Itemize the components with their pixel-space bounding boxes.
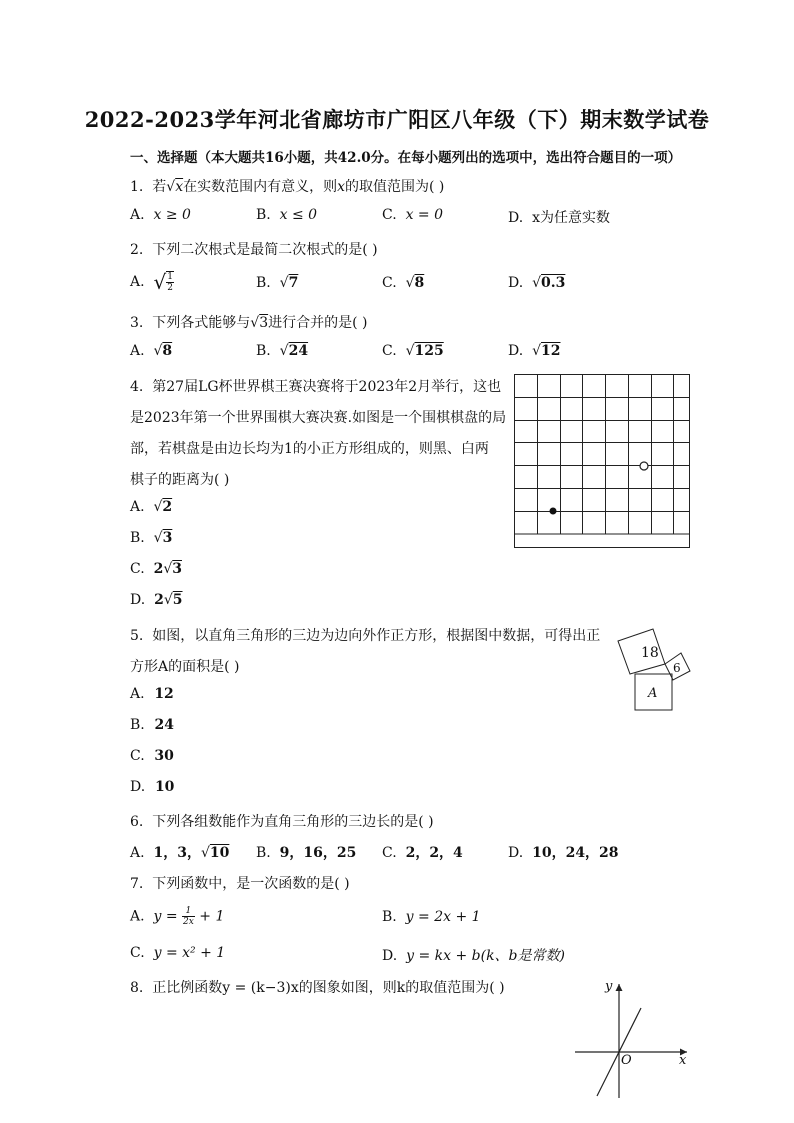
option-label: D. xyxy=(382,948,398,964)
q3-text-tail: 进行合并的是( ) xyxy=(268,315,368,331)
option-4c[interactable]: C. 2√3 xyxy=(130,561,182,577)
option-text: 10，24，28 xyxy=(532,845,619,861)
option-label: D. xyxy=(508,343,524,359)
option-label: C. xyxy=(130,945,145,961)
option-1b[interactable] xyxy=(256,207,317,223)
option-3b[interactable]: B. √24 xyxy=(256,343,309,359)
option-text-tail: + 1 xyxy=(194,908,225,925)
question-text: 下列函数中，是一次函数的是( ) xyxy=(152,876,350,892)
option-label: B. xyxy=(130,530,145,546)
question-5-line-2: 方形A的面积是( ) xyxy=(130,659,240,675)
question-text: 第27届LG杯世界棋王赛决赛将于2023年2月举行，这也 xyxy=(152,379,502,395)
option-5d[interactable] xyxy=(130,779,174,795)
option-2d[interactable]: D. √0.3 xyxy=(508,275,566,291)
option-radicand: 10 xyxy=(209,845,230,861)
question-text: 如图，以直角三角形的三边为边向外作正方形，根据图中数据，可得出正 xyxy=(152,628,601,644)
option-label: B. xyxy=(256,207,271,223)
question-number: 1. xyxy=(130,179,144,195)
question-8 xyxy=(130,977,505,997)
question-2 xyxy=(130,239,378,259)
option-6d[interactable] xyxy=(508,842,619,862)
option-label: B. xyxy=(382,909,397,925)
go-board-figure xyxy=(514,374,690,548)
question-4-line-2: 是2023年第一个世界围棋大赛决赛.如图是一个围棋棋盘的局 xyxy=(130,410,507,426)
option-text: 3 xyxy=(162,530,173,546)
option-label: A. xyxy=(130,686,145,702)
fraction-denominator: 2x xyxy=(183,917,194,927)
option-3c[interactable]: C. √125 xyxy=(382,343,444,359)
option-coef: 2 xyxy=(153,561,164,577)
question-5-line-1 xyxy=(130,625,600,645)
option-text: y = kx + b(k、b是常数) xyxy=(406,948,565,964)
option-text: 1，3， xyxy=(153,845,201,861)
option-text: 24 xyxy=(288,343,309,359)
option-text: 10 xyxy=(154,779,175,795)
option-7d[interactable] xyxy=(382,945,565,965)
question-3: 3. 下列各式能够与√3进行合并的是( ) xyxy=(130,315,368,331)
option-text: x ≤ 0 xyxy=(279,207,318,223)
option-2c[interactable]: C. √8 xyxy=(382,275,425,291)
option-1c[interactable] xyxy=(382,207,443,223)
question-1 xyxy=(130,176,444,196)
question-number: 7. xyxy=(130,876,144,892)
option-label: A. xyxy=(130,207,145,223)
option-text: 24 xyxy=(154,717,174,733)
option-text: 9，16，25 xyxy=(279,845,357,861)
option-text: 0.3 xyxy=(541,275,566,291)
origin-label: O xyxy=(621,1053,632,1068)
option-label: A. xyxy=(130,343,145,359)
question-4-line-1 xyxy=(130,376,501,396)
question-number: 2. xyxy=(130,242,144,258)
fraction-numerator: 1 xyxy=(182,906,195,917)
option-text: x ≥ 0 xyxy=(153,207,191,223)
option-4d[interactable]: D. 2√5 xyxy=(130,592,183,608)
option-text: 7 xyxy=(288,275,299,291)
option-label: C. xyxy=(382,207,397,223)
option-text: 8 xyxy=(414,275,425,291)
option-label: A. xyxy=(130,499,145,515)
question-text: 下列各组数能作为直角三角形的三边长的是( ) xyxy=(152,814,434,830)
option-text: x = 0 xyxy=(405,207,444,223)
option-5a[interactable] xyxy=(130,686,174,702)
option-7b[interactable] xyxy=(382,909,481,925)
option-1d[interactable] xyxy=(508,207,610,227)
white-stone xyxy=(640,462,648,470)
question-number: 8. xyxy=(130,980,144,996)
option-6b[interactable] xyxy=(256,842,356,862)
option-label: B. xyxy=(256,845,271,861)
option-7c[interactable] xyxy=(130,945,225,961)
q3-text-pre: 下列各式能够与 xyxy=(152,315,251,331)
option-3d[interactable]: D. √12 xyxy=(508,343,561,359)
fraction: $\frac{1}{2}$ xyxy=(167,272,173,293)
board-border xyxy=(515,375,690,548)
option-6a[interactable]: A. 1，3，√10 xyxy=(130,845,230,861)
question-text: 下列二次根式是最简二次根式的是( ) xyxy=(152,242,378,258)
option-text: 3 xyxy=(172,561,182,577)
q1-var: x xyxy=(337,179,345,195)
option-2b[interactable]: B. √7 xyxy=(256,275,299,291)
option-label: D. xyxy=(130,592,146,608)
option-label: A. xyxy=(130,908,145,925)
option-label: A. xyxy=(130,845,145,861)
q1-radicand: x xyxy=(175,179,184,195)
option-label: C. xyxy=(382,845,397,861)
sqrt-symbol: √ xyxy=(166,179,176,195)
option-1a[interactable] xyxy=(130,207,191,223)
label-6: 6 xyxy=(673,661,681,675)
option-label: C. xyxy=(382,343,397,359)
sqrt-symbol: √ xyxy=(153,270,167,294)
question-number: 5. xyxy=(130,628,144,644)
option-label: C. xyxy=(382,275,397,291)
question-number: 6. xyxy=(130,814,144,830)
option-text: 2 xyxy=(162,499,173,515)
option-text: y = 2x + 1 xyxy=(405,909,481,925)
squares-figure xyxy=(615,626,695,712)
option-text: x为任意实数 xyxy=(532,210,610,226)
option-text: 5 xyxy=(172,592,183,608)
option-5b[interactable] xyxy=(130,717,174,733)
option-label: C. xyxy=(130,748,145,764)
option-4a[interactable]: A. √2 xyxy=(130,499,173,515)
q1-text-tail: 的取值范围为( ) xyxy=(345,179,445,195)
option-label: A. xyxy=(130,274,145,290)
option-text: 125 xyxy=(414,343,444,359)
question-4-line-4: 棋子的距离为( ) xyxy=(130,472,230,488)
option-text: 30 xyxy=(154,748,174,764)
page-title: 2022-2023学年河北省廊坊市广阳区八年级（下）期末数学试卷 xyxy=(84,107,710,132)
label-a: A xyxy=(648,686,658,701)
option-label: D. xyxy=(508,845,524,861)
section-heading: 一、选择题（本大题共16小题，共42.0分。在每小题列出的选项中，选出符合题目的一项） xyxy=(130,150,682,166)
option-text: y = xyxy=(153,908,183,925)
option-3a[interactable]: A. √8 xyxy=(130,343,173,359)
question-number: 4. xyxy=(130,379,144,395)
question-number: 3. xyxy=(130,315,144,331)
option-label: B. xyxy=(256,343,271,359)
black-stone xyxy=(550,508,557,515)
x-axis-label: x xyxy=(679,1053,687,1068)
question-text: 正比例函数y = (k−3)x的图象如图，则k的取值范围为( ) xyxy=(152,980,505,996)
fraction xyxy=(182,906,195,927)
option-6c[interactable] xyxy=(382,842,463,862)
y-axis-label: y xyxy=(605,979,613,994)
option-coef: 2 xyxy=(154,592,164,608)
option-label: B. xyxy=(130,717,145,733)
label-18: 18 xyxy=(641,645,659,661)
option-label: B. xyxy=(256,275,271,291)
option-label: D. xyxy=(508,275,524,291)
question-7 xyxy=(130,873,350,893)
option-text: y = x² + 1 xyxy=(153,945,226,961)
option-label: C. xyxy=(130,561,145,577)
option-text: 12 xyxy=(154,686,174,702)
option-label: D. xyxy=(130,779,146,795)
option-text: 8 xyxy=(162,343,173,359)
option-5c[interactable] xyxy=(130,748,174,764)
option-label: D. xyxy=(508,210,524,226)
option-4b[interactable]: B. √3 xyxy=(130,530,173,546)
q1-text-pre: 若 xyxy=(152,179,167,195)
option-text: 12 xyxy=(541,343,561,359)
option-7a[interactable] xyxy=(130,906,224,927)
q3-radicand: 3 xyxy=(259,315,269,331)
q1-text-post: 在实数范围内有意义，则 xyxy=(183,179,338,195)
question-6 xyxy=(130,811,434,831)
option-text: 2，2，4 xyxy=(405,845,463,861)
question-4-line-3: 部，若棋盘是由边长均为1的小正方形组成的，则黑、白两 xyxy=(130,441,489,457)
coordinate-figure xyxy=(575,978,695,1100)
option-2a[interactable] xyxy=(130,270,174,294)
